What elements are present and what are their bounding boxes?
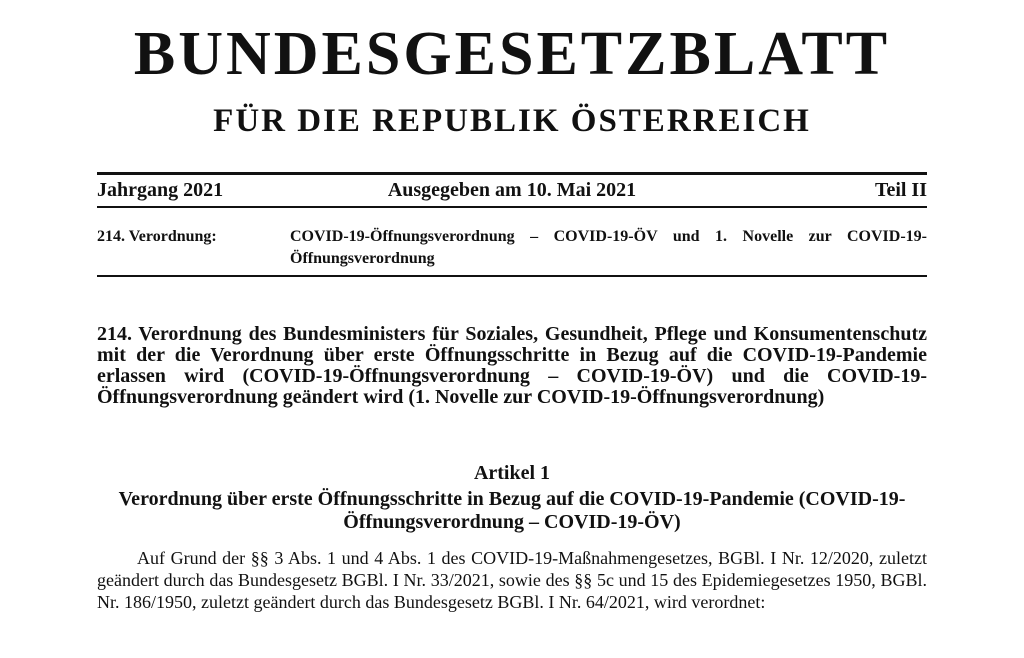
issue-info-row (97, 176, 927, 204)
toc-entry-title: COVID-19-Öffnungsverordnung – COVID-19-ÖV und 1. Novelle zur COVID-19-Öffnungsverordnung (290, 228, 927, 267)
issued-date-label: Ausgegeben am 10. Mai 2021 (387, 179, 637, 201)
ordinance-heading: 214. Verordnung des Bundesministers für Soziales, Gesundheit, Pflege und Konsumentenschutz mit der die Verordnung über erste Öffnungsschritte in Bezug auf die COVID-19-Pandemie erlassen wird (COVID-19-Öffnungsverordnung – COVID-19-ÖV) und die COVID-19-Öffnungsverordnung geändert wird (1. Novelle zur COVID-19-Öffnungsverordnung) (97, 323, 927, 408)
lower-rule (97, 275, 927, 277)
year-label: Jahrgang 2021 (97, 179, 224, 201)
middle-rule (97, 206, 927, 208)
article-title: Verordnung über erste Öffnungsschritte in Bezug auf die COVID-19-Pandemie (COVID-19-Öffnungsverordnung – COVID-19-ÖV) (118, 488, 906, 533)
masthead-subtitle: FÜR DIE REPUBLIK ÖSTERREICH (213, 103, 811, 139)
toc-entry-label: 214. Verordnung: (97, 228, 217, 245)
article-number: Artikel 1 (473, 462, 551, 484)
body-paragraph: Auf Grund der §§ 3 Abs. 1 und 4 Abs. 1 des COVID-19-Maßnahmengesetzes, BGBl. I Nr. 12/2020, zuletzt geändert durch das Bundesgesetz BGBl. I Nr. 33/2021, sowie des §§ 5c und 15 des Epidemiegesetzes 1950, BGBl. Nr. 186/1950, zuletzt geändert durch das Bundesgesetz BGBl. I Nr. 64/2021, wird verordnet: (97, 548, 927, 612)
part-label: Teil II (874, 179, 927, 201)
top-rule (97, 172, 927, 175)
masthead-title: BUNDESGESETZBLATT (133, 20, 891, 88)
